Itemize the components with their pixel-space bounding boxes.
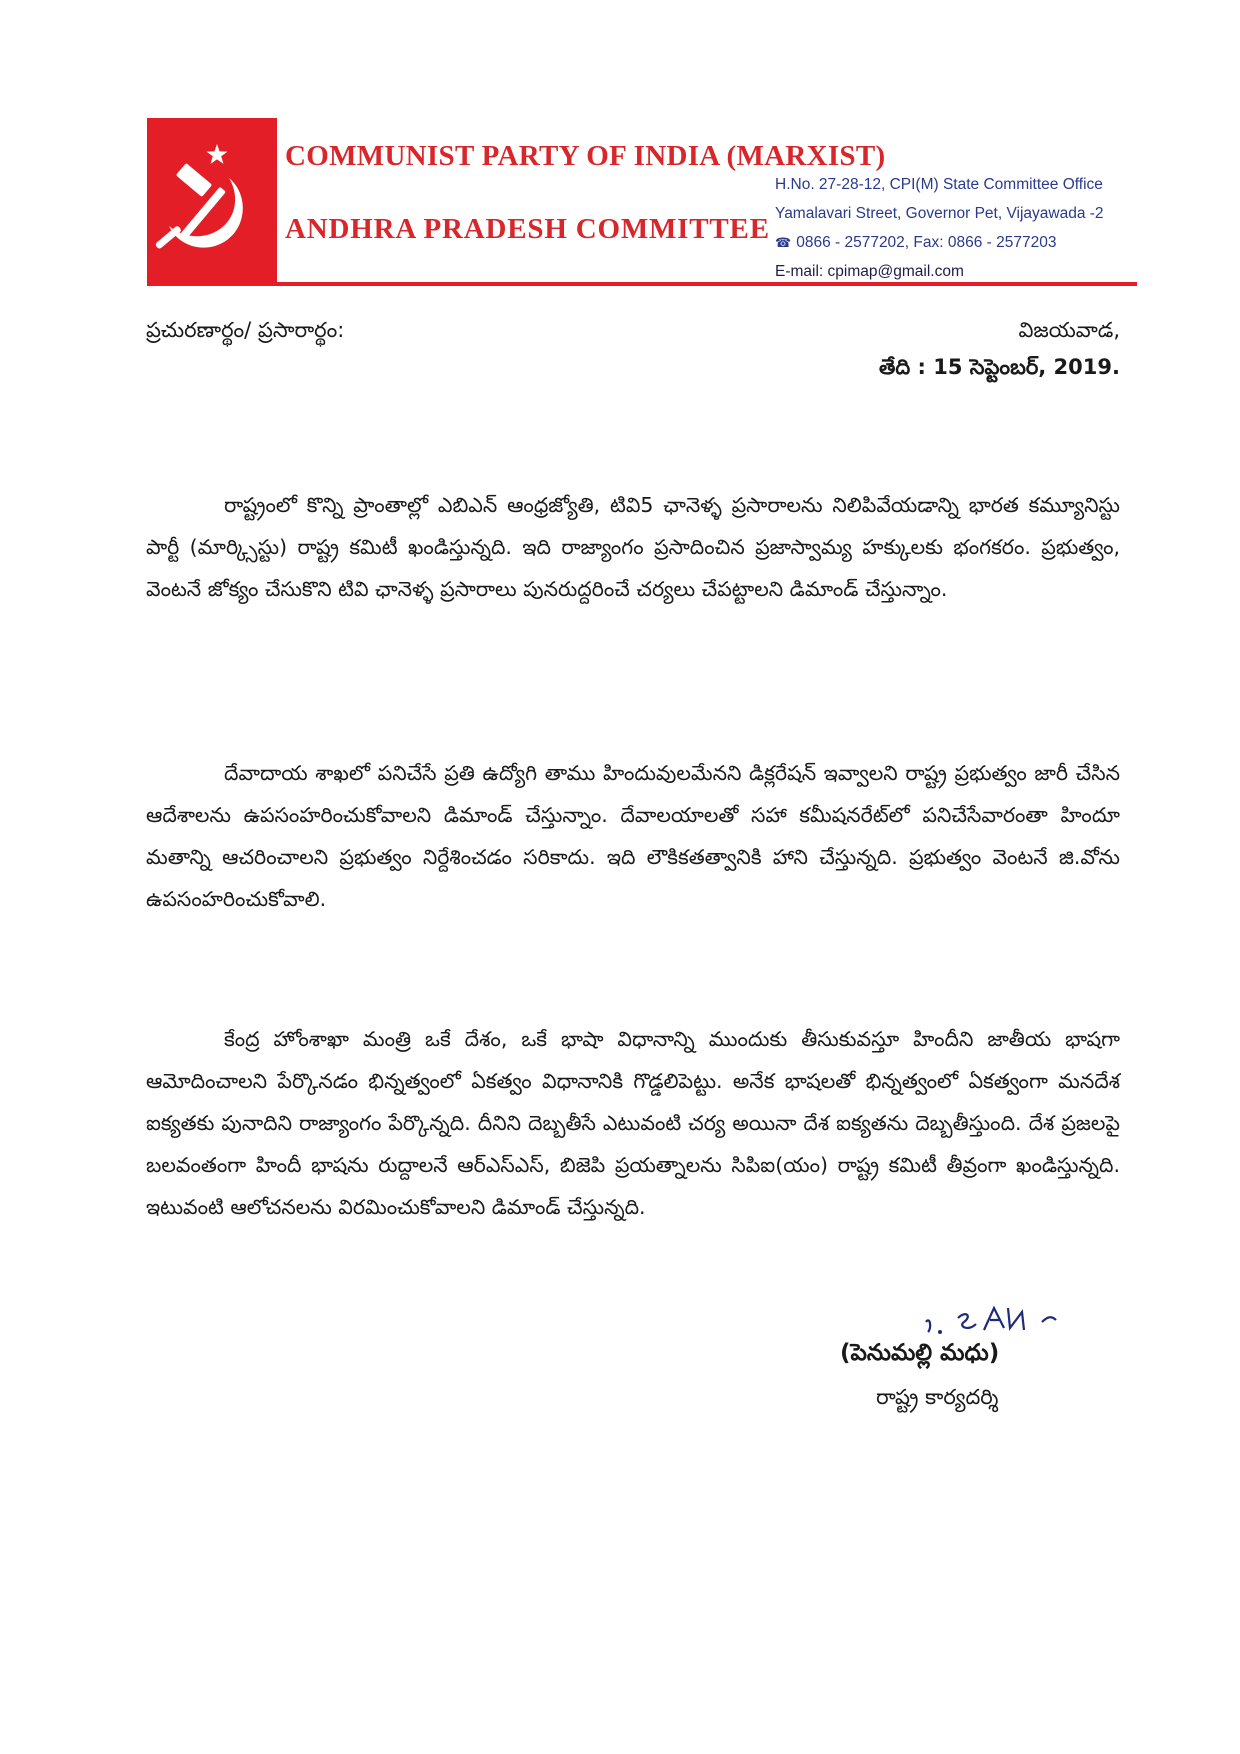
date: తేది : 15 సెప్టెంబర్, 2019.: [879, 355, 1120, 379]
letterhead-divider: [277, 282, 1137, 286]
hammer-sickle-icon: [147, 118, 277, 286]
paragraph-1: రాష్ట్రంలో కొన్ని ప్రాంతాల్లో ఎబిఎన్ ఆంధ్రజ్యోతి, టివి5 ఛానెళ్ళ ప్రసారాలను నిలిపివేయడాన్ని భారత కమ్యూనిస్టు పార్టీ (మార్క్సిస్టు) రాష్ట్ర కమిటీ ఖండిస్తున్నది. ఇది రాజ్యాంగం ప్రసాదించిన ప్రజాస్వామ్య హక్కులకు భంగకరం. ప్రభుత్వం, వెంటనే జోక్యం చేసుకొని టివి ఛానెళ్ళ ప్రసారాలు పునరుద్దరించే చర్యలు చేపట్టాలని డిమాండ్ చేస్తున్నాం.: [146, 493, 1120, 601]
party-logo: [147, 118, 277, 286]
place: విజయవాడ,: [1018, 318, 1120, 342]
phone-line: [775, 228, 1104, 257]
letterhead: [147, 118, 1137, 288]
paragraph-2: దేవాదాయ శాఖలో పనిచేసే ప్రతి ఉద్యోగి తాము హిందువులమేనని డిక్లరేషన్ ఇవ్వాలని రాష్ట్ర ప్రభుత్వం జారీ చేసిన ఆదేశాలను ఉపసంహరించుకోవాలని డిమాండ్ చేస్తున్నాం. దేవాలయాలతో సహా కమీషనరేట్‌లో పనిచేసేవారంతా హిందూ మతాన్ని ఆచరించాలని ప్రభుత్వం నిర్దేశించడం సరికాదు. ఇది లౌకికతత్వానికి హాని చేస్తున్నది. ప్రభుత్వం వెంటనే జి.వోను ఉపసంహరించుకోవాలి.: [146, 761, 1120, 911]
contact-block: [775, 170, 1104, 286]
publication-note: ప్రచురణార్థం/ ప్రసారార్థం:: [146, 318, 345, 342]
address-line-1: H.No. 27-28-12, CPI(M) State Committee Office: [775, 176, 1103, 193]
phone-fax: 0866 - 2577202, Fax: 0866 - 2577203: [796, 234, 1057, 251]
star-icon: [207, 144, 228, 164]
signatory-name: (పెనుమల్లి మధు): [840, 1340, 1000, 1366]
address-line-2: Yamalavari Street, Governor Pet, Vijayawada -2: [775, 205, 1104, 222]
committee-name: ANDHRA PRADESH COMMITTEE: [285, 213, 770, 245]
signatory-title: రాష్ట్ర కార్యదర్శి: [876, 1385, 999, 1409]
email[interactable]: E-mail: cpimap@gmail.com: [775, 263, 964, 280]
signature-image: [918, 1298, 1068, 1342]
party-name: COMMUNIST PARTY OF INDIA (MARXIST): [285, 140, 886, 172]
telephone-icon: ☎: [775, 235, 792, 250]
paragraph-3: కేంద్ర హోంశాఖా మంత్రి ఒకే దేశం, ఒకే భాషా విధానాన్ని ముందుకు తీసుకువస్తూ హిందీని జాతీయ భాషగా ఆమోదించాలని పేర్కొనడం భిన్నత్వంలో ఏకత్వం విధానానికి గొడ్డలిపెట్టు. అనేక భాషలతో భిన్నత్వంలో ఏకత్వంగా మనదేశ ఐక్యతకు పునాదిని రాజ్యాంగం పేర్కొన్నది. దీనిని దెబ్బతీసే ఎటువంటి చర్య అయినా దేశ ఐక్యతను దెబ్బతీస్తుంది. దేశ ప్రజలపై బలవంతంగా హిందీ భాషను రుద్దాలనే ఆర్‌ఎస్‌ఎస్, బిజెపి ప్రయత్నాలను సిపిఐ(యం) రాష్ట్ర కమిటీ తీవ్రంగా ఖండిస్తున్నది. ఇటువంటి ఆలోచనలను విరమించుకోవాలని డిమాండ్ చేస్తున్నది.: [146, 1027, 1120, 1219]
